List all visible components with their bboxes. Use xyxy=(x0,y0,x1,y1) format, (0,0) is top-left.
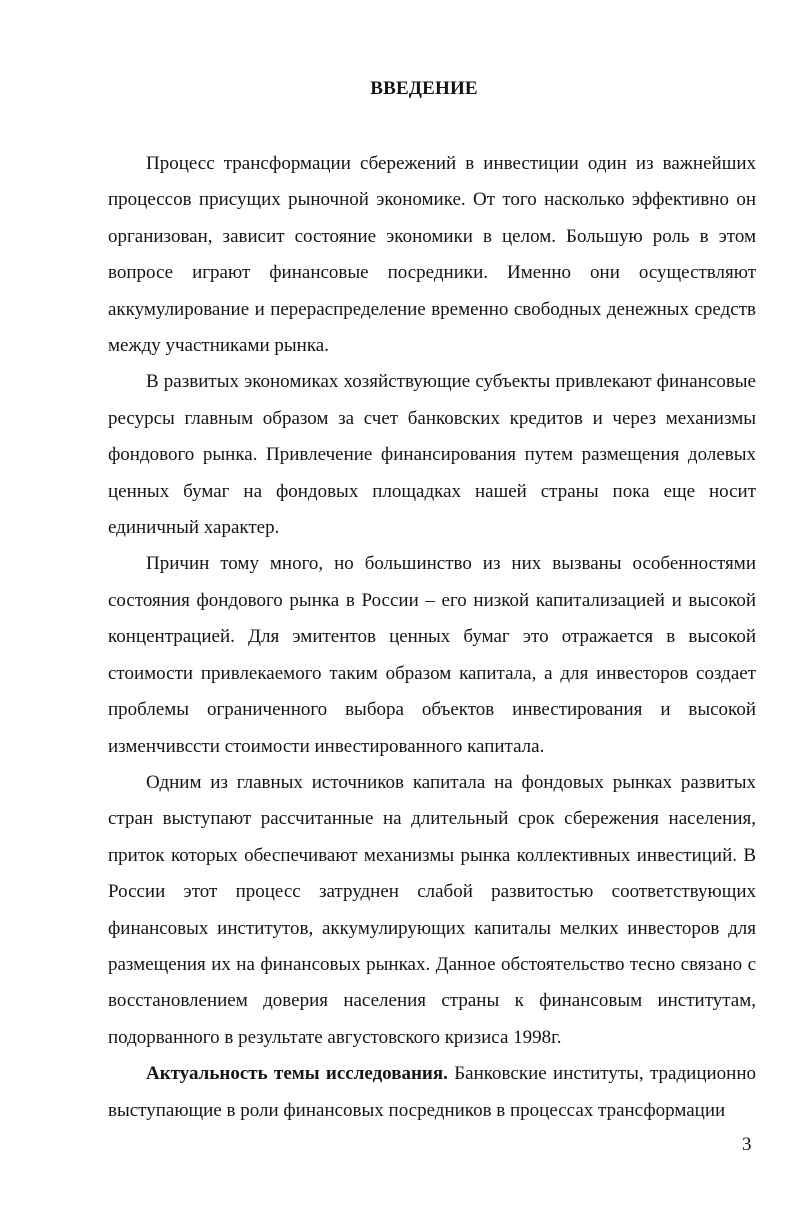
paragraph: Причин тому много, но большинство из них вызваны особенностями состояния фондового рынка в России – его низкой капитализацией и высокой концентрацией. Для эмитентов ценных бумаг это отражается в высокой стоимости привлекаемого таким образом капитала, а для инвесторов создает проблемы ограниченного выбора объектов инвестирования и высокой изменчивссти стоимости инвестированного капитала. xyxy=(108,553,756,757)
relevance-text: Банковские институты, традиционно выступающие в роли финансовых посредников в процессах трансформации xyxy=(108,1063,757,1121)
relevance-heading: Актуальность темы исследования. xyxy=(146,1063,448,1085)
page-title: ВВЕДЕНИЕ xyxy=(370,78,478,99)
page-number: 3 xyxy=(742,1134,752,1155)
document-body xyxy=(108,146,756,1129)
paragraph: В развитых экономиках хозяйствующие субъекты привлекают финансовые ресурсы главным образом за счет банковских кредитов и через механизмы фондового рынка. Привлечение финансирования путем размещения долевых ценных бумаг на фондовых площадках нашей страны пока еще носит единичный характер. xyxy=(108,371,756,539)
paragraph: Одним из главных источников капитала на фондовых рынках развитых стран выступают рассчитанные на длительный срок сбережения населения, приток которых обеспечивают механизмы рынка коллективных инвестиций. В России этот процесс затруднен слабой развитостью соответствующих финансовых институтов, аккумулирующих капиталы мелких инвесторов для размещения их на финансовых рынках. Данное обстоятельство тесно связано с восстановлением доверия населения страны к финансовым институтам, подорванного в результате августовского кризиса 1998г. xyxy=(108,771,756,1048)
paragraph-relevance xyxy=(108,1056,756,1129)
paragraph: Процесс трансформации сбережений в инвестиции один из важнейших процессов присущих рыночной экономике. От того насколько эффективно он организован, зависит состояние экономики в целом. Большую роль в этом вопросе играют финансовые посредники. Именно они осуществляют аккумулирование и перераспределение временно свободных денежных средств между участниками рынка. xyxy=(108,153,756,357)
